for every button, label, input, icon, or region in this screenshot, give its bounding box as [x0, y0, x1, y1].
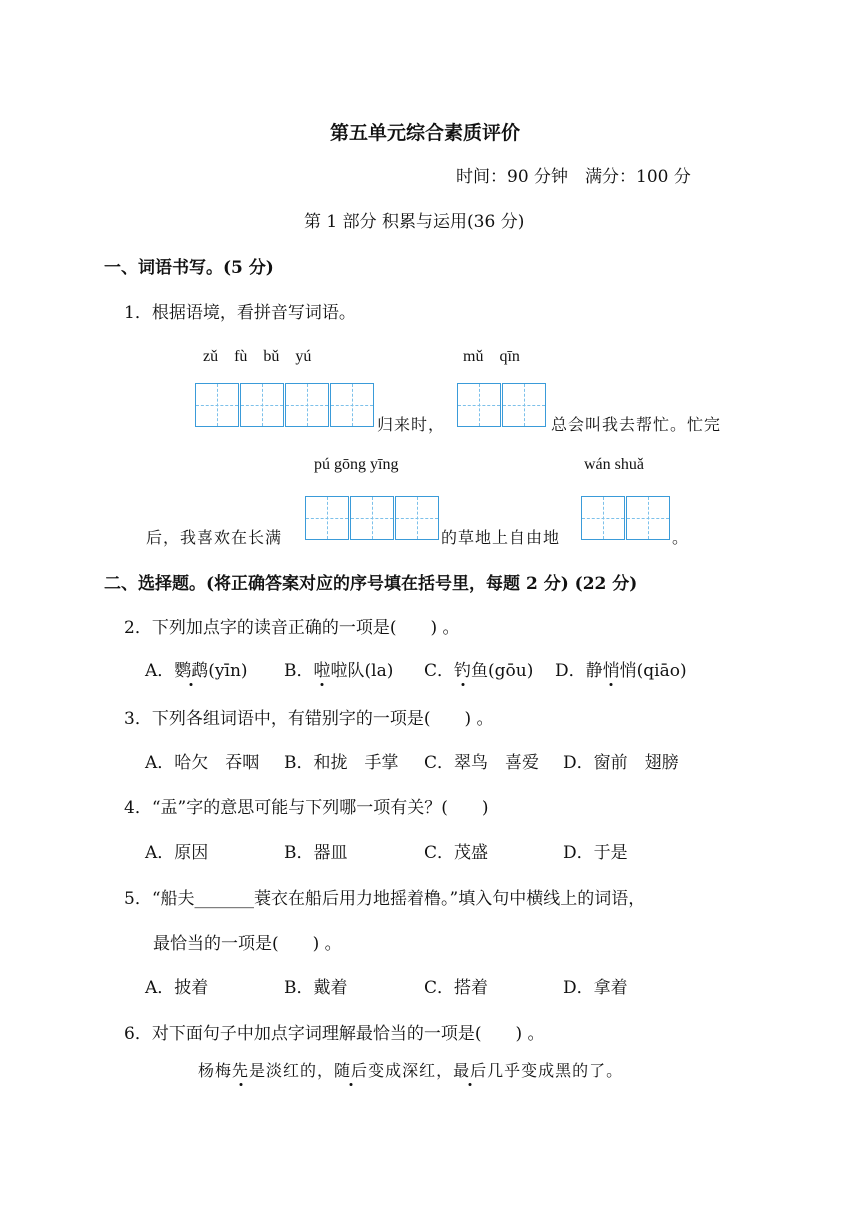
q2-option-b[interactable] [284, 656, 393, 681]
question-6: 6．对下面句子中加点字词理解最恰当的一项是( ) 。 [124, 1024, 545, 1044]
dotted-word: 最后 [453, 1058, 487, 1081]
q5-option-c[interactable]: C．搭着 [424, 978, 489, 998]
question-4: 4．“盂”字的意思可能与下列哪一项有关？( ) [124, 798, 489, 818]
q4-option-c[interactable]: C．茂盛 [424, 843, 489, 863]
section2-heading: 二、选择题。(将正确答案对应的序号填在括号里，每题 2 分) (22 分) [104, 574, 638, 594]
sentence-text: 变成深红， [368, 1061, 454, 1080]
q3-option-d[interactable]: D．窗前 翅膀 [563, 753, 679, 773]
question-3: 3．下列各组词语中，有错别字的一项是( ) 。 [124, 709, 494, 729]
q5-option-b[interactable]: B．戴着 [284, 978, 348, 998]
answer-cell[interactable] [457, 383, 501, 427]
answer-grid-zufu-buyu[interactable] [195, 383, 375, 427]
option-label: A． [145, 661, 175, 681]
pinyin-zufu-buyu: zǔ fù bǔ yú [203, 348, 312, 365]
answer-cell[interactable] [330, 383, 374, 427]
answer-cell[interactable] [195, 383, 239, 427]
q2-option-c[interactable] [424, 656, 533, 681]
q4-option-a[interactable]: A．原因 [145, 843, 209, 863]
page-title: 第五单元综合素质评价 [330, 122, 521, 144]
sentence-fragment: 。 [672, 528, 690, 547]
sentence-fragment: 总会叫我去帮忙。忙完 [551, 415, 722, 434]
part-title: 第 1 部分 积累与运用(36 分) [304, 212, 525, 232]
option-text: (yīn) [208, 661, 248, 681]
answer-cell[interactable] [350, 496, 394, 540]
option-label: D．静 [555, 661, 603, 681]
answer-grid-muqin[interactable] [457, 383, 547, 427]
q2-option-a[interactable] [145, 656, 248, 681]
dotted-char: 鹦鹉 [174, 656, 208, 681]
section1-heading: 一、词语书写。(5 分) [104, 258, 274, 278]
q5-option-a[interactable]: A．披着 [145, 978, 209, 998]
q6-sentence [198, 1058, 623, 1081]
sentence-text: 几乎变成黑的了。 [487, 1061, 624, 1080]
sentence-fragment: 后，我喜欢在长满 [146, 528, 283, 547]
pinyin-muqin: mǔ qīn [463, 348, 520, 365]
answer-cell[interactable] [305, 496, 349, 540]
option-text: 鱼(gōu) [471, 661, 534, 681]
answer-cell[interactable] [502, 383, 546, 427]
q5-option-d[interactable]: D．拿着 [563, 978, 628, 998]
q3-option-b[interactable]: B．和拢 手掌 [284, 753, 399, 773]
answer-cell[interactable] [395, 496, 439, 540]
dotted-char: 先 [232, 1058, 249, 1081]
pinyin-wanshua: wán shuǎ [584, 456, 644, 473]
option-label: C． [424, 661, 455, 681]
answer-cell[interactable] [626, 496, 670, 540]
question-5-cont: 最恰当的一项是( ) 。 [153, 934, 342, 954]
dotted-char: 悄 [603, 656, 620, 681]
sentence-fragment: 的草地上自由地 [441, 528, 561, 547]
time-info: 时间：90 分钟 满分：100 分 [456, 167, 691, 187]
q4-option-b[interactable]: B．器皿 [284, 843, 348, 863]
option-text: 啦队(la) [330, 661, 394, 681]
question-5: 5．“船夫_______蓑衣在船后用力地摇着橹。”填入句中横线上的词语， [124, 889, 646, 909]
answer-grid-pugongying[interactable] [305, 496, 440, 540]
q3-option-c[interactable]: C．翠鸟 喜爱 [424, 753, 540, 773]
question-1: 1．根据语境，看拼音写词语。 [124, 303, 356, 323]
answer-cell[interactable] [581, 496, 625, 540]
sentence-text: 是淡红的， [249, 1061, 335, 1080]
q4-option-d[interactable]: D．于是 [563, 843, 628, 863]
dotted-char: 钓 [454, 656, 471, 681]
q2-option-d[interactable] [555, 656, 687, 681]
pinyin-pugongying: pú gōng yīng [314, 456, 399, 473]
q3-option-a[interactable]: A．哈欠 吞咽 [145, 753, 260, 773]
answer-cell[interactable] [285, 383, 329, 427]
dotted-char: 啦 [314, 656, 331, 681]
question-2: 2．下列加点字的读音正确的一项是( ) 。 [124, 618, 460, 638]
answer-cell[interactable] [240, 383, 284, 427]
dotted-word: 随后 [334, 1058, 368, 1081]
sentence-fragment: 归来时， [377, 415, 446, 434]
answer-grid-wanshua[interactable] [581, 496, 671, 540]
option-text: 悄(qiāo) [619, 661, 687, 681]
sentence-text: 杨梅 [198, 1061, 233, 1080]
option-label: B． [284, 661, 314, 681]
